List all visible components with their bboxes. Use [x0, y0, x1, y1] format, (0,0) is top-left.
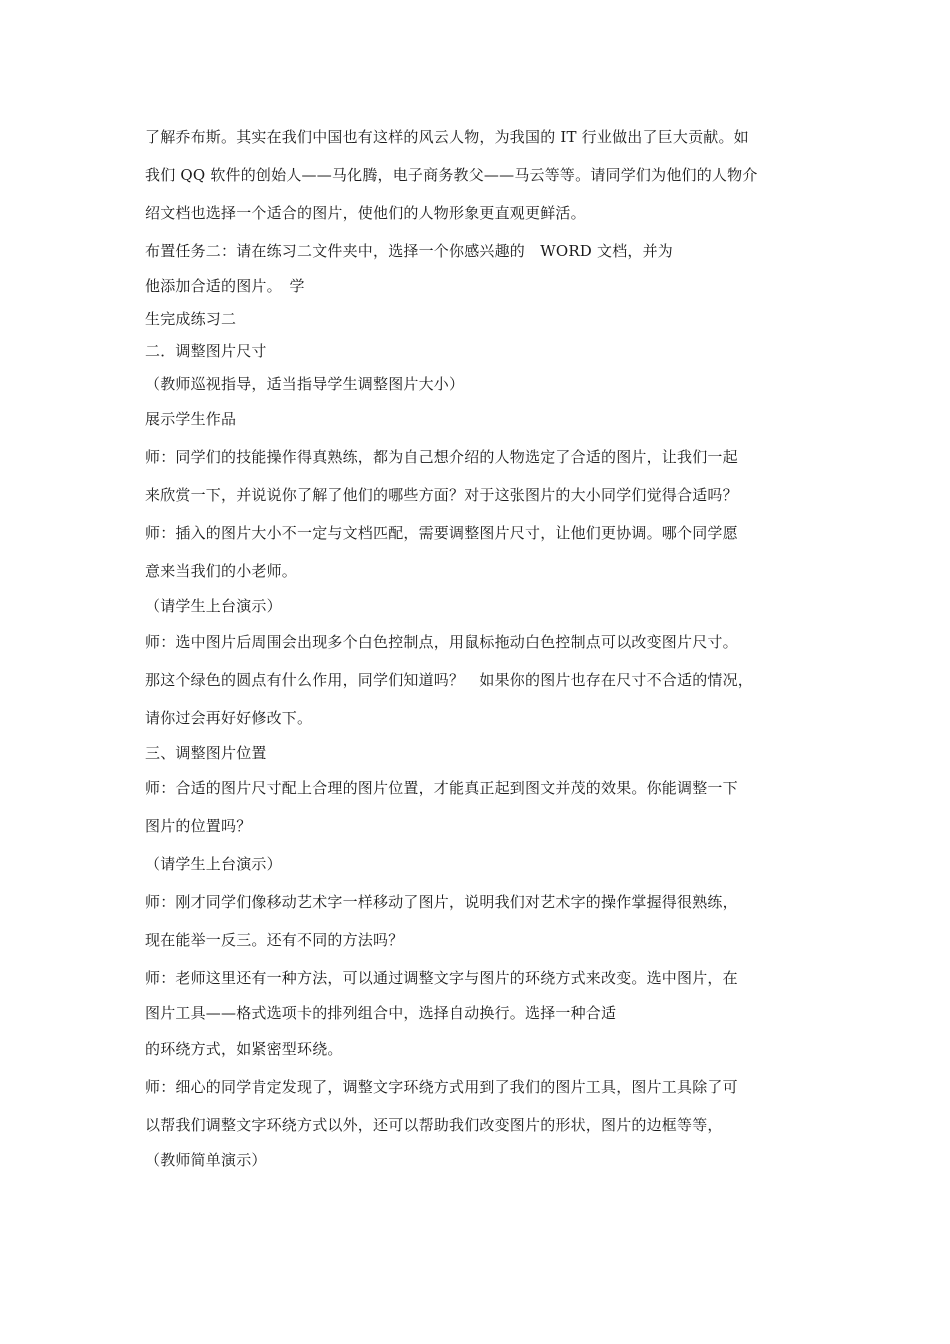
section-heading: 三、调整图片位置	[145, 743, 267, 762]
text-line: 绍文档也选择一个适合的图片，使他们的人物形象更直观更鲜活。	[145, 204, 586, 222]
text-line: 布置任务二：请在练习二文件夹中，选择一个你感兴趣的 WORD 文档，并为	[145, 242, 674, 260]
text-line: 了解乔布斯。其实在我们中国也有这样的风云人物，为我国的 IT 行业做出了巨大贡献。如	[145, 128, 749, 146]
text-line: （教师简单演示）	[145, 1150, 267, 1169]
text-line: 他添加合适的图片。 学	[145, 277, 305, 295]
text-line: 展示学生作品	[145, 410, 237, 428]
text-line: 意来当我们的小老师。	[145, 562, 298, 580]
text-line: 生完成练习二	[145, 309, 237, 328]
text-line: 师：选中图片后周围会出现多个白色控制点，用鼠标拖动白色控制点可以改变图片尺寸。	[145, 632, 738, 651]
text-line: 图片的位置吗？	[145, 817, 252, 835]
text-line: 师：细心的同学肯定发现了，调整文字环绕方式用到了我们的图片工具，图片工具除了可	[145, 1077, 738, 1096]
text-line: 师：老师这里还有一种方法，可以通过调整文字与图片的环绕方式来改变。选中图片，在	[145, 969, 738, 987]
text-line: 的环绕方式，如紧密型环绕。	[145, 1039, 343, 1058]
text-line: 图片工具——格式选项卡的排列组合中，选择自动换行。选择一种合适	[145, 1004, 617, 1022]
document-body	[145, 118, 835, 1176]
text-line: （请学生上台演示）	[145, 597, 282, 615]
section-heading: 二．调整图片尺寸	[145, 342, 267, 360]
text-line: 师：合适的图片尺寸配上合理的图片位置，才能真正起到图文并茂的效果。你能调整一下	[145, 779, 738, 797]
text-line: 那这个绿色的圆点有什么作用，同学们知道吗？ 如果你的图片也存在尺寸不合适的情况，	[145, 670, 754, 689]
text-line: 现在能举一反三。还有不同的方法吗？	[145, 931, 404, 949]
text-line: 来欣赏一下，并说说你了解了他们的哪些方面？对于这张图片的大小同学们觉得合适吗？	[145, 486, 738, 504]
text-line: （请学生上台演示）	[145, 855, 282, 873]
text-line: 请你过会再好好修改下。	[145, 708, 313, 727]
text-line: 以帮我们调整文字环绕方式以外，还可以帮助我们改变图片的形状，图片的边框等等，	[145, 1115, 723, 1134]
text-line: （教师巡视指导，适当指导学生调整图片大小）	[145, 374, 465, 393]
text-line: 我们 QQ 软件的创始人——马化腾，电子商务教父——马云等等。请同学们为他们的人物介	[145, 166, 758, 184]
text-line: 师：插入的图片大小不一定与文档匹配，需要调整图片尺寸，让他们更协调。哪个同学愿	[145, 524, 738, 542]
text-line: 师：刚才同学们像移动艺术字一样移动了图片，说明我们对艺术字的操作掌握得很熟练，	[145, 893, 738, 911]
text-line: 师：同学们的技能操作得真熟练，都为自己想介绍的人物选定了合适的图片，让我们一起	[145, 448, 738, 466]
